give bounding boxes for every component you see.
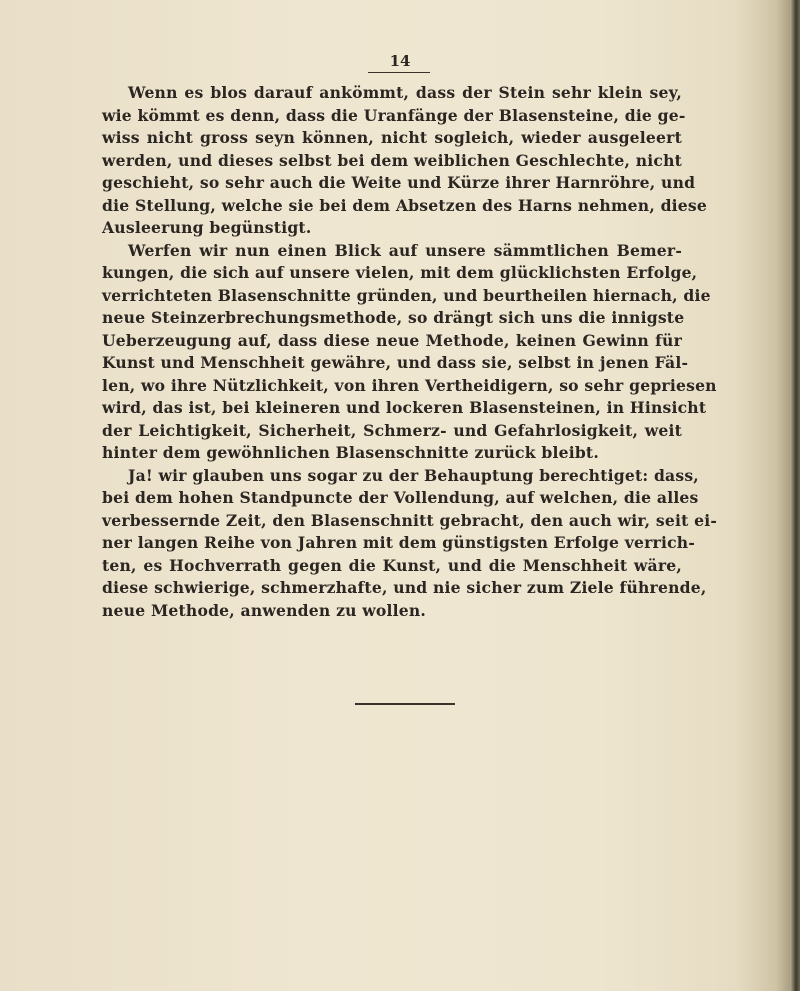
text-line: hinter dem gewöhnlichen Blasenschnitte zurück bleibt.: [102, 443, 599, 462]
text-line: verrichteten Blasenschnitte gründen, und beurtheilen hiernach, die: [102, 285, 711, 305]
text-line: wie kömmt es denn, dass die Uranfänge der Blasensteine, die ge-: [102, 105, 686, 125]
page-number-rule: [368, 72, 430, 73]
text-line: ten, es Hochverrath gegen die Kunst, und die Menschheit wäre,: [102, 555, 682, 575]
text-line: werden, und dieses selbst bei dem weiblichen Geschlechte, nicht: [102, 150, 683, 170]
text-line: geschieht, so sehr auch die Weite und Kürze ihrer Harnröhre, und: [102, 173, 696, 192]
text-line: bei dem hohen Standpuncte der Vollendung, auf welchen, die alles: [102, 488, 699, 507]
page-number: 14: [389, 52, 411, 70]
text-line: verbessernde Zeit, den Blasenschnitt gebracht, den auch wir, seit ei-: [102, 510, 718, 530]
body-text: [102, 82, 718, 622]
text-line: kungen, die sich auf unsere vielen, mit dem glücklichsten Erfolge,: [102, 263, 698, 282]
text-line: neue Steinzerbrechungsmethode, so drängt sich uns die innigste: [102, 308, 685, 327]
text-line: die Stellung, welche sie bei dem Absetzen des Harns nehmen, diese: [102, 195, 708, 215]
text-line: Kunst und Menschheit gewähre, und dass sie, selbst in jenen Fäl-: [102, 353, 689, 372]
text-line: wiss nicht gross seyn können, nicht sogleich, wieder ausgeleert: [102, 128, 682, 147]
text-line: Ja! wir glauben uns sogar zu der Behauptung berechtiget: dass,: [128, 465, 699, 485]
text-line: ner langen Reihe von Jahren mit dem günstigsten Erfolge verrich-: [102, 533, 695, 552]
text-line: Ueberzeugung auf, dass diese neue Methode, keinen Gewinn für: [102, 330, 682, 350]
text-line: Ausleerung begünstigt.: [102, 218, 312, 237]
text-line: wird, das ist, bei kleineren und lockeren Blasensteinen, in Hinsicht: [102, 398, 707, 417]
page-binding-edge: [790, 0, 800, 991]
text-line: diese schwierige, schmerzhafte, und nie sicher zum Ziele führende,: [102, 578, 707, 597]
text-line: len, wo ihre Nützlichkeit, von ihren Vertheidigern, so sehr gepriesen: [102, 375, 717, 395]
text-line: neue Methode, anwenden zu wollen.: [102, 600, 427, 620]
text-line: Werfen wir nun einen Blick auf unsere sämmtlichen Bemer-: [128, 240, 682, 260]
end-rule: [355, 703, 455, 705]
text-line: Wenn es blos darauf ankömmt, dass der Stein sehr klein sey,: [128, 83, 682, 102]
text-line: der Leichtigkeit, Sicherheit, Schmerz- und Gefahrlosigkeit, weit: [102, 420, 682, 440]
